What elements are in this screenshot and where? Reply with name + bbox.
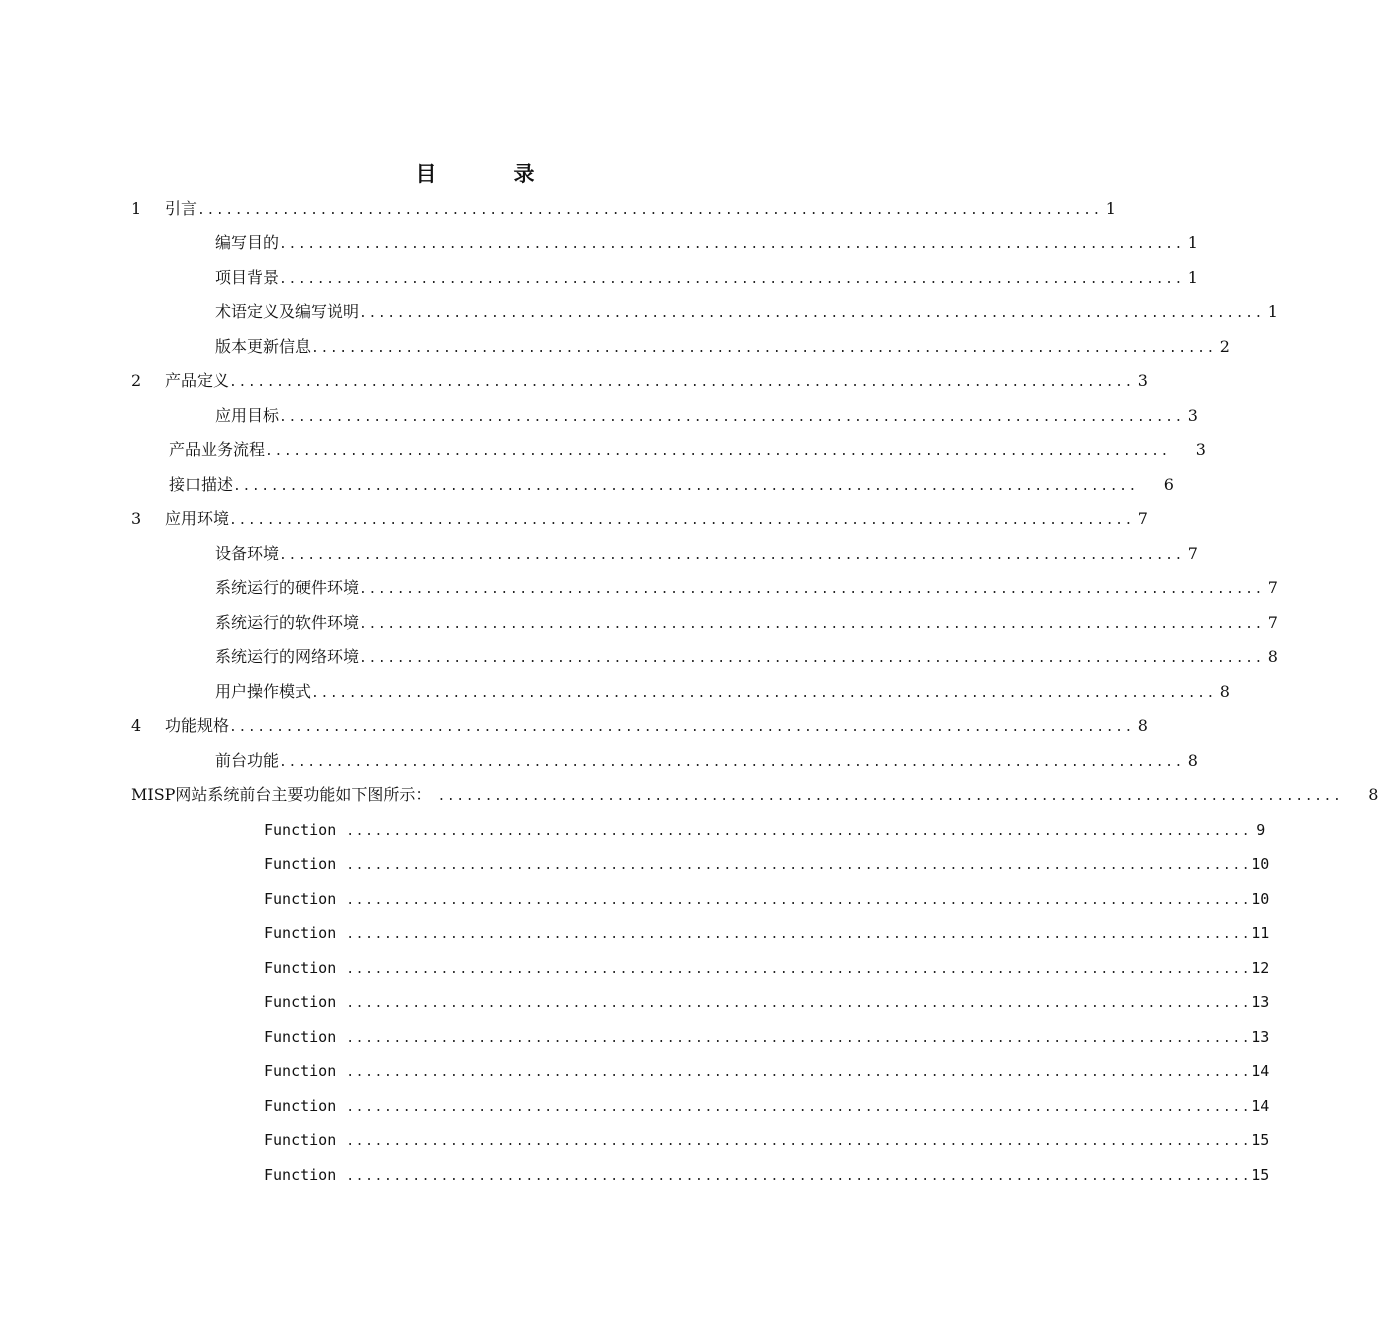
toc-entry-label: Function: [264, 993, 337, 1011]
toc-entry-label: 应用环境: [165, 509, 230, 528]
toc-entry-number: 1: [131, 199, 142, 218]
toc-entry-page: 7: [1187, 544, 1198, 563]
toc-entry-page: 3: [1137, 371, 1148, 390]
dot-leader: ................................................................................................: [279, 548, 1184, 563]
dot-leader: ................................................................................................: [265, 444, 1170, 459]
toc-entry-label: 系统运行的软件环境: [215, 613, 360, 632]
toc-entry-page: 10: [1251, 855, 1270, 873]
toc-entry-label: 功能规格: [165, 716, 230, 735]
toc-entry[interactable]: [215, 680, 1230, 704]
toc-entry[interactable]: [264, 1128, 1270, 1152]
dot-leader: ................................................................................................: [229, 720, 1134, 735]
toc-entry-label: Function: [264, 924, 337, 942]
toc-entry-label: 项目背景: [215, 268, 280, 287]
toc-entry[interactable]: [264, 1025, 1270, 1049]
toc-entry-page: 8: [1187, 751, 1198, 770]
toc-entry-label: Function: [264, 1097, 337, 1115]
dot-leader: ................................................................................................: [229, 513, 1134, 528]
toc-entry[interactable]: [215, 300, 1278, 324]
dot-leader: ................................................................................................: [346, 1031, 1252, 1046]
dot-leader: ................................................................................................: [346, 858, 1252, 873]
toc-entry[interactable]: [264, 852, 1270, 876]
dot-leader: ................................................................................................: [346, 927, 1252, 942]
toc-entry-label: Function: [264, 1028, 337, 1046]
dot-leader: ................................................................................................: [346, 893, 1252, 908]
toc-entry[interactable]: [215, 266, 1198, 290]
toc-entry[interactable]: [215, 611, 1278, 635]
toc-title: 目 录: [415, 161, 563, 186]
toc-entry-label: MISP网站系统前台主要功能如下图所示：: [131, 785, 432, 804]
toc-entry-label: 术语定义及编写说明: [215, 302, 360, 321]
toc-entry-page: 14: [1251, 1062, 1270, 1080]
toc-entry-label: Function: [264, 1131, 337, 1149]
toc-entry-page: 8: [1219, 682, 1230, 701]
toc-entry[interactable]: [264, 887, 1270, 911]
dot-leader: ................................................................................................: [279, 410, 1184, 425]
toc-entry-label: Function: [264, 1166, 337, 1184]
toc-entry[interactable]: [264, 921, 1270, 945]
toc-entry[interactable]: [131, 507, 1148, 531]
toc-entry-label: Function: [264, 821, 337, 839]
dot-leader: ................................................................................................: [437, 789, 1343, 804]
toc-entry-page: 12: [1251, 959, 1270, 977]
toc-entry-page: 8: [1267, 647, 1278, 666]
toc-entry[interactable]: [264, 1163, 1270, 1187]
toc-entry-page: 8: [1137, 716, 1148, 735]
toc-entry-label: Function: [264, 855, 337, 873]
dot-leader: ................................................................................................: [346, 1169, 1252, 1184]
toc-entry[interactable]: [215, 576, 1278, 600]
toc-entry[interactable]: [131, 369, 1148, 393]
toc-entry[interactable]: [264, 1094, 1270, 1118]
toc-entry[interactable]: [264, 818, 1266, 842]
toc-entry-label: Function: [264, 890, 337, 908]
toc-entry[interactable]: [215, 645, 1278, 669]
toc-entry-page: 1: [1267, 302, 1278, 321]
toc-entry-page: 10: [1251, 890, 1270, 908]
toc-entry[interactable]: [169, 473, 1174, 497]
toc-entry-label: 接口描述: [169, 475, 234, 494]
toc-entry-number: 2: [131, 371, 142, 390]
toc-entry-page: 3: [1187, 406, 1198, 425]
toc-entry-page: 8: [1368, 785, 1378, 804]
toc-entry-page: 1: [1187, 268, 1198, 287]
toc-entry-label: 系统运行的网络环境: [215, 647, 360, 666]
toc-entry-number: 4: [131, 716, 142, 735]
toc-entry-page: 13: [1251, 1028, 1270, 1046]
toc-entry-label: 产品定义: [165, 371, 230, 390]
toc-entry[interactable]: [264, 990, 1270, 1014]
dot-leader: ................................................................................................: [279, 237, 1184, 252]
toc-entry[interactable]: [169, 438, 1206, 462]
toc-entry-page: 6: [1163, 475, 1174, 494]
dot-leader: ................................................................................................: [346, 962, 1252, 977]
dot-leader: ................................................................................................: [346, 1065, 1252, 1080]
toc-entry[interactable]: [131, 783, 1378, 807]
dot-leader: ................................................................................................: [359, 582, 1264, 597]
toc-entry-label: Function: [264, 1062, 337, 1080]
dot-leader: ................................................................................................: [279, 272, 1184, 287]
toc-entry-page: 7: [1267, 613, 1278, 632]
dot-leader: ................................................................................................: [346, 824, 1252, 839]
toc-entry[interactable]: [131, 714, 1148, 738]
dot-leader: ................................................................................................: [346, 1100, 1252, 1115]
toc-entry-page: 1: [1105, 199, 1116, 218]
toc-entry-number: 3: [131, 509, 142, 528]
dot-leader: ................................................................................................: [359, 617, 1264, 632]
toc-entry-page: 9: [1256, 821, 1266, 839]
toc-entry[interactable]: [215, 231, 1198, 255]
toc-entry[interactable]: [131, 197, 1116, 221]
toc-entry-page: 15: [1251, 1166, 1270, 1184]
toc-entry-label: 产品业务流程: [169, 440, 266, 459]
toc-entry-label: 系统运行的硬件环境: [215, 578, 360, 597]
toc-entry-label: Function: [264, 959, 337, 977]
dot-leader: ................................................................................................: [229, 375, 1134, 390]
toc-entry-page: 15: [1251, 1131, 1270, 1149]
toc-entry-page: 7: [1137, 509, 1148, 528]
toc-entry[interactable]: [215, 749, 1198, 773]
toc-entry-label: 引言: [165, 199, 198, 218]
toc-entry-page: 13: [1251, 993, 1270, 1011]
dot-leader: ................................................................................................: [359, 306, 1264, 321]
toc-entry[interactable]: [264, 956, 1270, 980]
toc-entry-label: 应用目标: [215, 406, 280, 425]
dot-leader: ................................................................................................: [346, 1134, 1252, 1149]
dot-leader: ................................................................................................: [279, 755, 1184, 770]
dot-leader: ................................................................................................: [197, 203, 1102, 218]
dot-leader: ................................................................................................: [311, 686, 1216, 701]
toc-entry-page: 7: [1267, 578, 1278, 597]
toc-entry-page: 14: [1251, 1097, 1270, 1115]
dot-leader: ................................................................................................: [233, 479, 1138, 494]
dot-leader: ................................................................................................: [346, 996, 1252, 1011]
toc-entry[interactable]: [264, 1059, 1270, 1083]
toc-entry-page: 11: [1251, 924, 1270, 942]
toc-entry[interactable]: [215, 335, 1230, 359]
toc-entry-page: 3: [1195, 440, 1206, 459]
toc-entry-label: 设备环境: [215, 544, 280, 563]
toc-entry[interactable]: [215, 542, 1198, 566]
toc-entry-label: 用户操作模式: [215, 682, 312, 701]
toc-entry-page: 1: [1187, 233, 1198, 252]
dot-leader: ................................................................................................: [311, 341, 1216, 356]
toc-entry-page: 2: [1219, 337, 1230, 356]
toc-entry-label: 版本更新信息: [215, 337, 312, 356]
toc-entry-label: 前台功能: [215, 751, 280, 770]
dot-leader: ................................................................................................: [359, 651, 1264, 666]
toc-entry-label: 编写目的: [215, 233, 280, 252]
toc-entry[interactable]: [215, 404, 1198, 428]
